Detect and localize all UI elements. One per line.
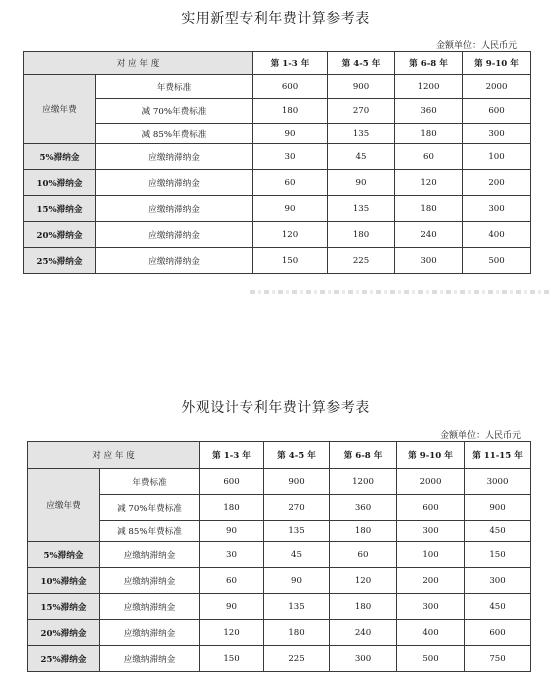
- period-header-cell: 第 11-15 年: [465, 442, 531, 469]
- value-cell: 600: [397, 495, 465, 521]
- value-cell: 135: [264, 594, 330, 620]
- row-label: 应缴纳滞纳金: [100, 568, 200, 594]
- value-cell: 450: [465, 521, 531, 542]
- table-row: [28, 495, 531, 521]
- row-label: 减 85%年费标准: [100, 521, 200, 542]
- value-cell: 30: [200, 542, 264, 568]
- value-cell: 90: [264, 568, 330, 594]
- value-cell: 180: [200, 495, 264, 521]
- row-label: 年费标准: [96, 75, 253, 99]
- value-cell: 90: [253, 196, 328, 222]
- table-row: [24, 222, 531, 248]
- row-label: 减 70%年费标准: [96, 99, 253, 124]
- fee-group-label: 应缴年费: [24, 75, 96, 144]
- value-cell: 400: [397, 620, 465, 646]
- value-cell: 400: [463, 222, 531, 248]
- value-cell: 45: [328, 144, 395, 170]
- value-cell: 150: [253, 248, 328, 274]
- table-row: [24, 144, 531, 170]
- period-header-cell: 第 4-5 年: [264, 442, 330, 469]
- value-cell: 600: [463, 99, 531, 124]
- value-cell: 90: [200, 521, 264, 542]
- value-cell: 30: [253, 144, 328, 170]
- value-cell: 90: [200, 594, 264, 620]
- value-cell: 270: [328, 99, 395, 124]
- utility-fee-table: [23, 51, 531, 274]
- period-header-cell: 第 6-8 年: [395, 52, 463, 75]
- value-cell: 120: [200, 620, 264, 646]
- value-cell: 150: [465, 542, 531, 568]
- period-header-cell: 第 9-10 年: [397, 442, 465, 469]
- value-cell: 450: [465, 594, 531, 620]
- value-cell: 90: [253, 124, 328, 144]
- value-cell: 500: [397, 646, 465, 672]
- value-cell: 360: [395, 99, 463, 124]
- row-label: 应缴纳滞纳金: [96, 196, 253, 222]
- value-cell: 1200: [395, 75, 463, 99]
- value-cell: 135: [264, 521, 330, 542]
- fee-group-label: 应缴年费: [28, 469, 100, 542]
- value-cell: 3000: [465, 469, 531, 495]
- value-cell: 300: [465, 568, 531, 594]
- row-label: 应缴纳滞纳金: [96, 144, 253, 170]
- value-cell: 135: [328, 196, 395, 222]
- value-cell: 300: [397, 521, 465, 542]
- row-label: 应缴纳滞纳金: [100, 542, 200, 568]
- row-label: 应缴纳滞纳金: [96, 222, 253, 248]
- header-row: [24, 52, 531, 75]
- table-row: [24, 170, 531, 196]
- value-cell: 135: [328, 124, 395, 144]
- value-cell: 300: [463, 196, 531, 222]
- period-header-cell: 第 9-10 年: [463, 52, 531, 75]
- row-label: 应缴纳滞纳金: [100, 646, 200, 672]
- value-cell: 2000: [397, 469, 465, 495]
- late-fee-name: 20%滞纳金: [24, 222, 96, 248]
- period-header: 对 应 年 度: [24, 52, 253, 75]
- period-header-cell: 第 1-3 年: [253, 52, 328, 75]
- value-cell: 180: [253, 99, 328, 124]
- value-cell: 300: [395, 248, 463, 274]
- value-cell: 600: [465, 620, 531, 646]
- value-cell: 360: [330, 495, 397, 521]
- value-cell: 90: [328, 170, 395, 196]
- row-label: 应缴纳滞纳金: [96, 248, 253, 274]
- value-cell: 1200: [330, 469, 397, 495]
- value-cell: 180: [264, 620, 330, 646]
- value-cell: 200: [397, 568, 465, 594]
- value-cell: 150: [200, 646, 264, 672]
- utility-table-title: 实用新型专利年费计算参考表: [181, 11, 370, 27]
- table-row: [28, 646, 531, 672]
- late-fee-name: 5%滞纳金: [28, 542, 100, 568]
- design-fee-table: [27, 441, 531, 672]
- value-cell: 100: [397, 542, 465, 568]
- late-fee-name: 25%滞纳金: [28, 646, 100, 672]
- value-cell: 120: [330, 568, 397, 594]
- table-row: [24, 75, 531, 99]
- value-cell: 900: [328, 75, 395, 99]
- period-header-cell: 第 1-3 年: [200, 442, 264, 469]
- value-cell: 600: [253, 75, 328, 99]
- value-cell: 60: [253, 170, 328, 196]
- late-fee-name: 10%滞纳金: [24, 170, 96, 196]
- value-cell: 100: [463, 144, 531, 170]
- late-fee-name: 10%滞纳金: [28, 568, 100, 594]
- late-fee-name: 5%滞纳金: [24, 144, 96, 170]
- row-label: 减 85%年费标准: [96, 124, 253, 144]
- value-cell: 300: [397, 594, 465, 620]
- value-cell: 600: [200, 469, 264, 495]
- value-cell: 180: [330, 594, 397, 620]
- value-cell: 180: [330, 521, 397, 542]
- late-fee-name: 15%滞纳金: [28, 594, 100, 620]
- value-cell: 2000: [463, 75, 531, 99]
- table-row: [24, 124, 531, 144]
- value-cell: 900: [465, 495, 531, 521]
- value-cell: 500: [463, 248, 531, 274]
- value-cell: 60: [330, 542, 397, 568]
- value-cell: 270: [264, 495, 330, 521]
- value-cell: 225: [264, 646, 330, 672]
- late-fee-name: 25%滞纳金: [24, 248, 96, 274]
- value-cell: 60: [395, 144, 463, 170]
- table-row: [24, 248, 531, 274]
- value-cell: 60: [200, 568, 264, 594]
- value-cell: 120: [253, 222, 328, 248]
- table-row: [28, 521, 531, 542]
- table-row: [28, 469, 531, 495]
- period-header-cell: 第 4-5 年: [328, 52, 395, 75]
- late-fee-name: 15%滞纳金: [24, 196, 96, 222]
- value-cell: 900: [264, 469, 330, 495]
- value-cell: 45: [264, 542, 330, 568]
- table-row: [28, 620, 531, 646]
- late-fee-name: 20%滞纳金: [28, 620, 100, 646]
- value-cell: 180: [395, 124, 463, 144]
- table-row: [24, 196, 531, 222]
- value-cell: 300: [463, 124, 531, 144]
- value-cell: 200: [463, 170, 531, 196]
- value-cell: 300: [330, 646, 397, 672]
- design-unit-note: 金额单位：人民币元: [439, 431, 521, 441]
- header-row: [28, 442, 531, 469]
- table-row: [28, 594, 531, 620]
- value-cell: 240: [330, 620, 397, 646]
- design-table-title: 外观设计专利年费计算参考表: [181, 400, 370, 416]
- row-label: 年费标准: [100, 469, 200, 495]
- value-cell: 225: [328, 248, 395, 274]
- value-cell: 240: [395, 222, 463, 248]
- table-row: [28, 568, 531, 594]
- scan-artifact: [250, 290, 550, 294]
- value-cell: 750: [465, 646, 531, 672]
- row-label: 应缴纳滞纳金: [100, 594, 200, 620]
- table-row: [24, 99, 531, 124]
- utility-unit-note: 金额单位：人民币元: [435, 41, 517, 51]
- value-cell: 180: [395, 196, 463, 222]
- value-cell: 180: [328, 222, 395, 248]
- row-label: 应缴纳滞纳金: [100, 620, 200, 646]
- row-label: 减 70%年费标准: [100, 495, 200, 521]
- table-row: [28, 542, 531, 568]
- period-header: 对 应 年 度: [28, 442, 200, 469]
- row-label: 应缴纳滞纳金: [96, 170, 253, 196]
- value-cell: 120: [395, 170, 463, 196]
- period-header-cell: 第 6-8 年: [330, 442, 397, 469]
